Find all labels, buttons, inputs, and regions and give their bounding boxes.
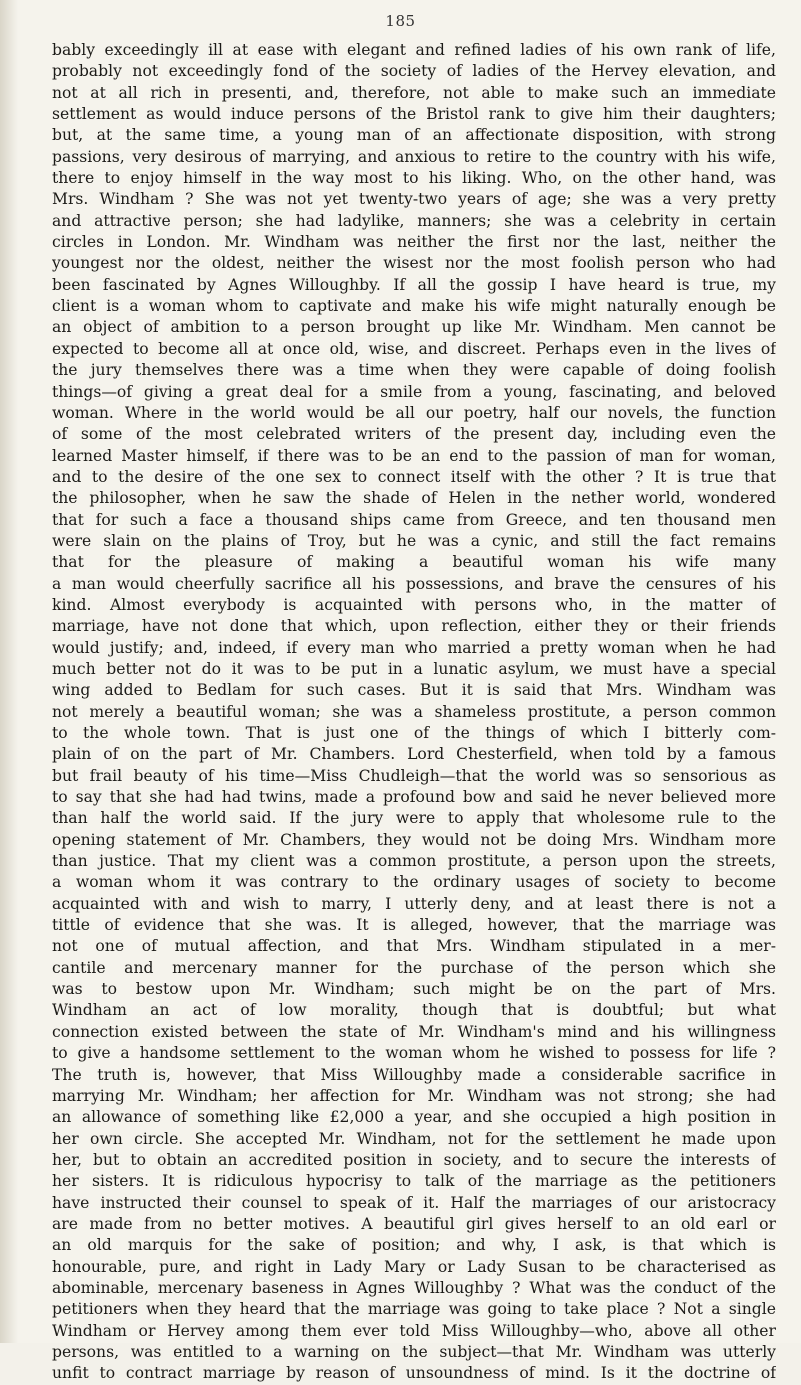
text-line: kind. Almost everybody is acquainted with persons who, in the matter of [52, 595, 776, 614]
text-line: Windham an act of low morality, though that is doubtful; but what [52, 1001, 776, 1020]
text-line: client is a woman whom to captivate and make his wife might naturally enough be [52, 297, 776, 316]
text-line: Mrs. Windham ? She was not yet twenty-two years of age; she was a very pretty [52, 190, 776, 209]
text-line: acquainted with and wish to marry, I utterly deny, and at least there is not a [52, 894, 776, 913]
page-number: 185 [385, 12, 416, 30]
text-line: petitioners when they heard that the marriage was going to take place ? Not a single [52, 1300, 776, 1319]
text-line: abominable, mercenary baseness in Agnes Willoughby ? What was the conduct of the [52, 1278, 776, 1297]
text-line: marrying Mr. Windham; her affection for Mr. Windham was not strong; she had [52, 1086, 776, 1105]
text-line: plain of on the part of Mr. Chambers. Lord Chesterfield, when told by a famous [52, 745, 776, 764]
text-line: but frail beauty of his time—Miss Chudleigh—that the world was so sensorious as [52, 766, 776, 785]
text-line: that for such a face a thousand ships came from Greece, and ten thousand men [52, 510, 776, 529]
text-line: opening statement of Mr. Chambers, they would not be doing Mrs. Windham more [52, 830, 776, 849]
text-line: woman. Where in the world would be all our poetry, half our novels, the function [52, 403, 776, 422]
text-line: of some of the most celebrated writers of the present day, including even the [52, 425, 776, 444]
text-line: not at all rich in presenti, and, therefore, not able to make such an immediate [52, 83, 776, 102]
text-line: wing added to Bedlam for such cases. But it is said that Mrs. Windham was [52, 681, 776, 700]
text-line: have instructed their counsel to speak of it. Half the marriages of our aristocracy [52, 1193, 776, 1212]
text-line: not merely a beautiful woman; she was a shameless prostitute, a person common [52, 702, 776, 721]
text-line: marriage, have not done that which, upon reflection, either they or their friends [52, 617, 776, 636]
text-line: the philosopher, when he saw the shade of Helen in the nether world, wondered [52, 489, 776, 508]
text-line: were slain on the plains of Troy, but he was a cynic, and still the fact remains [52, 531, 776, 550]
text-line: bably exceedingly ill at ease with elegant and refined ladies of his own rank of life, [52, 41, 776, 59]
text-line: to give a handsome settlement to the woman whom he wished to possess for life ? [52, 1044, 776, 1063]
text-line: her sisters. It is ridiculous hypocrisy to talk of the marriage as the petitioners [52, 1172, 776, 1191]
text-line: than justice. That my client was a common prostitute, a person upon the streets, [52, 852, 776, 871]
text-line: the jury themselves there was a time when they were capable of doing foolish [52, 361, 776, 380]
text-line: Windham or Hervey among them ever told Miss Willoughby—who, above all other [52, 1321, 776, 1340]
text-line: there to enjoy himself in the way most to his liking. Who, on the other hand, was [52, 169, 776, 188]
text-line: a man would cheerfully sacrifice all his possessions, and brave the censures of his [52, 574, 776, 593]
text-line: not one of mutual affection, and that Mrs. Windham stipulated in a mer- [52, 937, 776, 956]
text-line: expected to become all at once old, wise, and discreet. Perhaps even in the lives of [52, 339, 776, 358]
text-line: was to bestow upon Mr. Windham; such might be on the part of Mrs. [52, 980, 776, 999]
text-line: cantile and mercenary manner for the purchase of the person which she [52, 958, 776, 977]
text-line: The truth is, however, that Miss Willoughby made a considerable sacrifice in [52, 1065, 776, 1084]
text-line: learned Master himself, if there was to be an end to the passion of man for woman, [52, 446, 776, 465]
text-line: her own circle. She accepted Mr. Windham, not for the settlement he made upon [52, 1129, 776, 1148]
text-line: passions, very desirous of marrying, and anxious to retire to the country with his wife, [52, 147, 776, 166]
text-line: youngest nor the oldest, neither the wisest nor the most foolish person who had [52, 254, 776, 273]
text-line: an object of ambition to a person brought up like Mr. Windham. Men cannot be [52, 318, 776, 337]
text-line: probably not exceedingly fond of the society of ladies of the Hervey elevation, and [52, 62, 776, 81]
text-line: connection existed between the state of Mr. Windham's mind and his willingness [52, 1022, 776, 1041]
text-line: an allowance of something like £2,000 a year, and she occupied a high position in [52, 1108, 776, 1127]
text-line: things—of giving a great deal for a smile from a young, fascinating, and beloved [52, 382, 776, 401]
text-line: and to the desire of the one sex to connect itself with the other ? It is true that [52, 467, 776, 486]
text-line: are made from no better motives. A beautiful girl gives herself to an old earl or [52, 1214, 776, 1233]
text-line: than half the world said. If the jury were to apply that wholesome rule to the [52, 809, 776, 828]
text-line: an old marquis for the sake of position; and why, I ask, is that which is [52, 1236, 776, 1255]
text-line: would justify; and, indeed, if every man who married a pretty woman when he had [52, 638, 776, 657]
text-line: much better not do it was to be put in a lunatic asylum, we must have a special [52, 659, 776, 678]
binding-gutter-shadow [0, 0, 18, 1343]
text-line: to the whole town. That is just one of the things of which I bitterly com- [52, 724, 776, 742]
text-line: and attractive person; she had ladylike, manners; she was a celebrity in certain [52, 211, 776, 230]
text-line: settlement as would induce persons of the Bristol rank to give him their daughters; [52, 105, 776, 124]
text-line: a woman whom it was contrary to the ordinary usages of society to become [52, 873, 776, 892]
text-line: but, at the same time, a young man of an affectionate disposition, with strong [52, 126, 776, 145]
text-line: honourable, pure, and right in Lady Mary or Lady Susan to be characterised as [52, 1257, 776, 1276]
text-line: unfit to contract marriage by reason of unsoundness of mind. Is it the doctrine of [52, 1364, 776, 1383]
body-text [52, 40, 776, 1385]
text-line: to say that she had had twins, made a profound bow and said he never believed more [52, 788, 776, 807]
text-line: persons, was entitled to a warning on the subject—that Mr. Windham was utterly [52, 1342, 776, 1361]
text-line: that for the pleasure of making a beautiful woman his wife many [52, 553, 776, 572]
text-line: been fascinated by Agnes Willoughby. If all the gossip I have heard is true, my [52, 275, 776, 294]
text-line: her, but to obtain an accredited position in society, and to secure the interests of [52, 1150, 776, 1169]
text-line: circles in London. Mr. Windham was neither the first nor the last, neither the [52, 233, 776, 252]
text-line: tittle of evidence that she was. It is alleged, however, that the marriage was [52, 916, 776, 935]
